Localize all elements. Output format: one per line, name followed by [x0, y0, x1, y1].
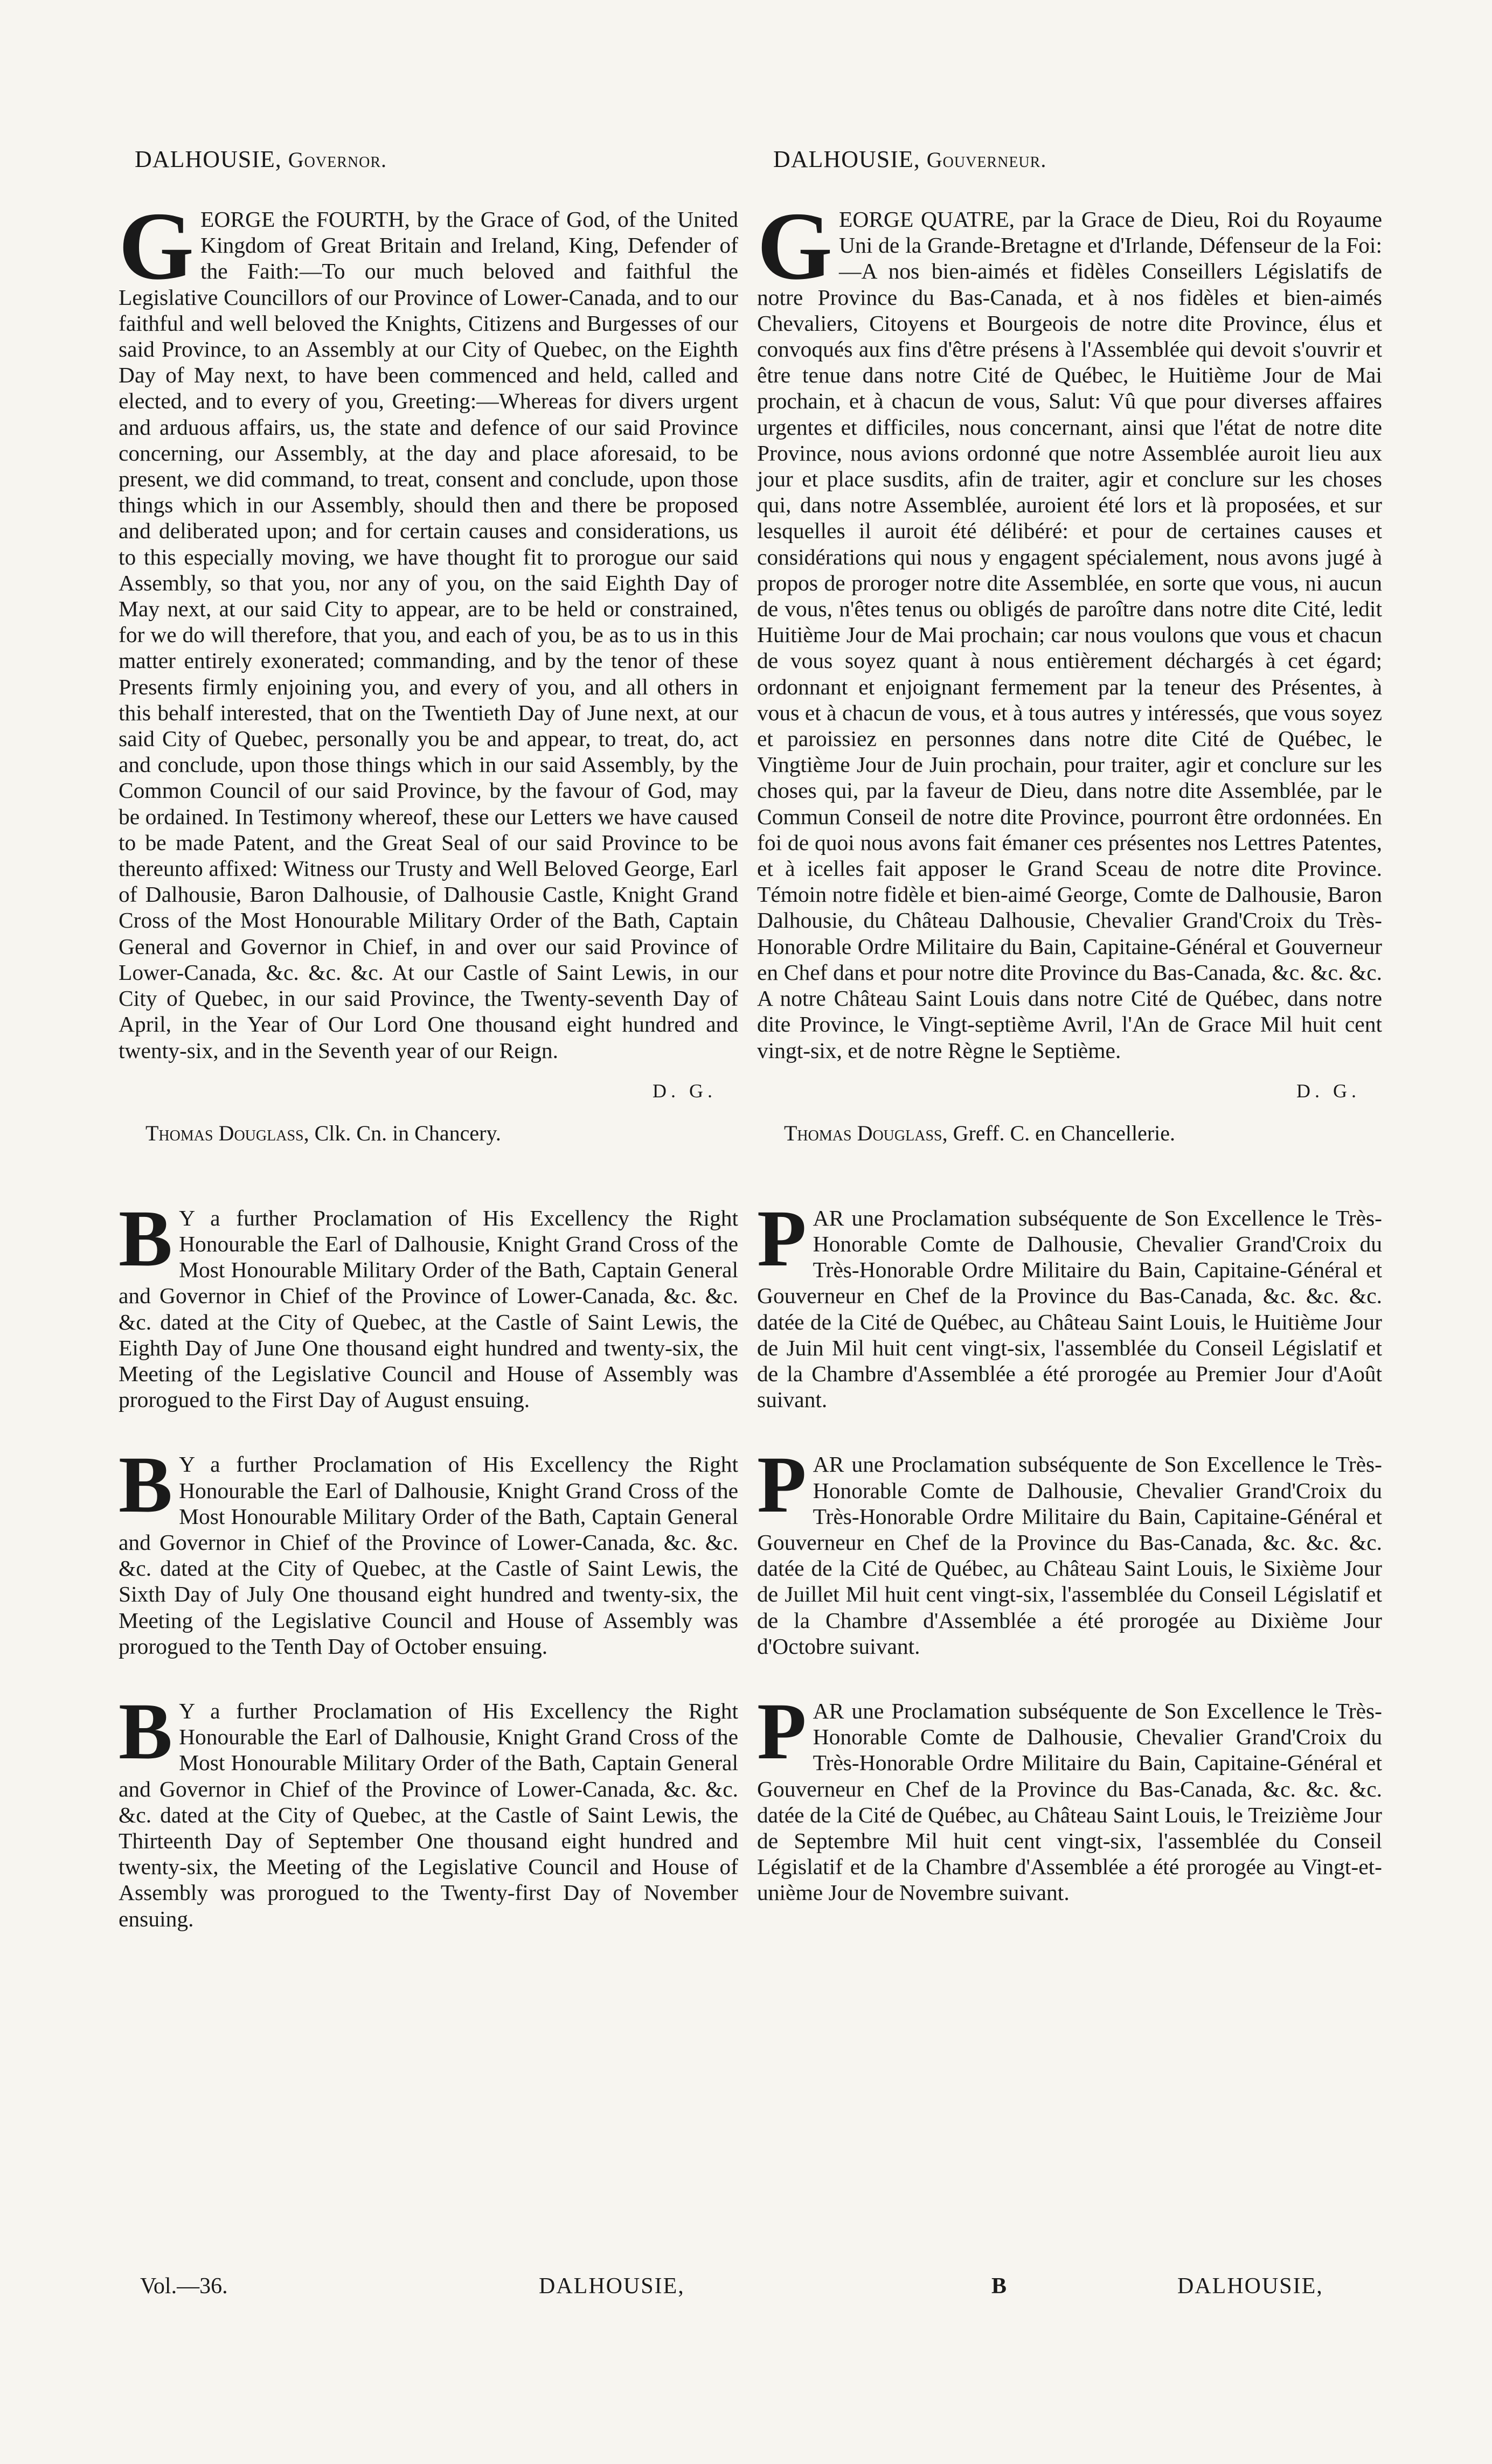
- french-clerk-name: Thomas Douglass,: [784, 1120, 948, 1145]
- french-further-proclamation-1: [757, 1193, 1382, 1413]
- french-further-proclamation-2: [757, 1440, 1382, 1659]
- english-header-name: DALHOUSIE,: [135, 146, 282, 172]
- volume-number: Vol.—36.: [140, 2274, 228, 2299]
- french-further-drop-cap-2: P: [757, 1440, 807, 1530]
- french-further-text-3: AR une Proclamation subséquente de Son Excellence le Très-Honorable Comte de Dalhousie, Chevalier Grand'Croix du Très-Honorable Ordre Militaire du Bain, Capitaine-Général et Gouverneur en Chef de la Province du Bas-Canada, &c. &c. &c. datée de la Cité de Québec, au Château Saint Louis, le Treizième Jour de Septembre Mil huit cent vingt-six, l'assemblée du Conseil Législatif et de la Chambre d'Assemblée a été prorogée au Vingt-et-unième Jour de Novembre suivant.: [757, 1698, 1382, 1905]
- english-header: [119, 145, 738, 173]
- french-further-proclamation-3: [757, 1686, 1382, 1906]
- english-header-title: Governor.: [288, 148, 387, 172]
- signature-mark: B: [991, 2274, 1007, 2299]
- english-clerk-title: Clk. Cn. in Chancery.: [314, 1120, 501, 1145]
- french-clerk-title: Greff. C. en Chancellerie.: [953, 1120, 1176, 1145]
- catchword-french: DALHOUSIE,: [1177, 2274, 1323, 2299]
- french-further-text-2: AR une Proclamation subséquente de Son Excellence le Très-Honorable Comte de Dalhousie, Chevalier Grand'Croix du Très-Honorable Ordre Militaire du Bain, Capitaine-Général et Gouverneur en Chef de la Province du Bas-Canada, &c. &c. &c. datée de la Cité de Québec, au Château Saint Louis, le Sixième Jour de Juillet Mil huit cent vingt-six, l'assemblée du Conseil Législatif et de la Chambre d'Assemblée a été prorogée au Dixième Jour d'Octobre suivant.: [757, 1452, 1382, 1659]
- english-drop-cap: G: [119, 192, 195, 300]
- french-further-drop-cap-3: P: [757, 1686, 807, 1776]
- french-header: [757, 145, 1382, 173]
- english-further-text-3: Y a further Proclamation of His Excellency the Right Honourable the Earl of Dalhousie, Knight Grand Cross of the Most Honourable Military Order of the Bath, Captain General and Governor in Chief of the Province of Lower-Canada, &c. &c. &c. dated at the City of Quebec, at the Castle of Saint Lewis, the Thirteenth Day of September One thousand eight hundred and twenty-six, the Meeting of the Legislative Council and House of Assembly was prorogued to the Twenty-first Day of November ensuing.: [119, 1698, 738, 1931]
- english-further-text-1: Y a further Proclamation of His Excellency the Right Honourable the Earl of Dalhousie, Knight Grand Cross of the Most Honourable Military Order of the Bath, Captain General and Governor in Chief of the Province of Lower-Canada, &c. &c. &c. dated at the City of Quebec, at the Castle of Saint Lewis, the Eighth Day of June One thousand eight hundred and twenty-six, the Meeting of the Legislative Council and House of Assembly was prorogued to the First Day of August ensuing.: [119, 1205, 738, 1412]
- english-signature: D. G.: [653, 1080, 717, 1102]
- french-proclamation-text: EORGE QUATRE, par la Grace de Dieu, Roi du Royaume Uni de la Grande-Bretagne et d'Irlande, Défenseur de la Foi:—A nos bien-aimés et fidèles Conseillers Législatifs de notre Province du Bas-Canada, et à nos fidèles et bien-aimés Chevaliers, Citoyens et Bourgeois de notre dite Province, élus et convoqués aux fins d'être présens à l'Assemblée qui devoit s'ouvrir et être tenue dans notre Cité de Québec, le Huitième Jour de Mai prochain, et à chacun de vous, Salut: Vû que pour diverses affaires urgentes et difficiles, nous concernant, ainsi que l'état de notre dite Province, nous avions ordonné que notre Assemblée auroit lieu aux jour et place susdits, afin de traiter, agir et conclure sur les choses qui, dans notre Assemblée, auroient été lors et là proposées, et sur lesquelles il auroit été délibéré: et pour de certaines causes et considérations qui nous y engagent spécialement, nous avons jugé à propos de proroger notre dite Assemblée, en sorte que vous, ni aucun de vous, n'êtes tenus ou obligés de paroître dans notre dite Cité, ledit Huitième Jour de Mai prochain; car nous voulons que vous et chacun de vous soyez quant à nous entièrement déchargés à cet égard; ordonnant et enjoignant fermement par la teneur des Présentes, à vous et à chacun de vous, et à tous autres y intéressés, que vous soyez et paroissiez en personnes dans notre dite Cité de Québec, le Vingtième Jour de Juin prochain, pour traiter, agir et conclure sur les choses qui, par la faveur de Dieu, dans notre dite Assemblée, par le Commun Conseil de notre dite Province, pourront être ordonnées. En foi de quoi nous avons fait émaner ces présentes nos Lettres Patentes, et à icelles fait apposer le Grand Sceau de notre dite Province. Témoin notre fidèle et bien-aimé George, Comte de Dalhousie, Baron Dalhousie, du Château Dalhousie, Chevalier Grand'Croix du Très-Honorable Ordre Militaire du Bain, Capitaine-Général et Gouverneur en Chef dans et pour notre dite Province du Bas-Canada, &c. &c. &c. A notre Château Saint Louis dans notre Cité de Québec, dans notre dite Province, le Vingt-septième Avril, l'An de Grace Mil huit cent vingt-six, et de notre Règne le Septième.: [757, 207, 1382, 1063]
- english-further-proclamation-2: [119, 1440, 738, 1659]
- english-further-drop-cap-3: B: [119, 1686, 173, 1776]
- english-further-proclamation-1: [119, 1193, 738, 1413]
- french-column: [757, 145, 1382, 1906]
- french-further-drop-cap-1: P: [757, 1193, 807, 1283]
- french-header-title: Gouverneur.: [926, 148, 1047, 172]
- french-signature: D. G.: [1296, 1080, 1361, 1102]
- english-proclamation: [119, 192, 738, 1063]
- english-further-proclamation-3: [119, 1686, 738, 1932]
- english-clerk-name: Thomas Douglass,: [145, 1120, 309, 1145]
- french-further-text-1: AR une Proclamation subséquente de Son Excellence le Très-Honorable Comte de Dalhousie, Chevalier Grand'Croix du Très-Honorable Ordre Militaire du Bain, Capitaine-Général et Gouverneur en Chef de la Province du Bas-Canada, &c. &c. &c. datée de la Cité de Québec, au Château Saint Louis, le Huitième Jour de Juin Mil huit cent vingt-six, l'assemblée du Conseil Législatif et de la Chambre d'Assemblée a été prorogée au Premier Jour d'Août suivant.: [757, 1205, 1382, 1412]
- english-proclamation-text: EORGE the FOURTH, by the Grace of God, of the United Kingdom of Great Britain and Ireland, King, Defender of the Faith:—To our much beloved and faithful the Legislative Councillors of our Province of Lower-Canada, and to our faithful and well beloved the Knights, Citizens and Burgesses of our said Province, to an Assembly at our City of Quebec, on the Eighth Day of May next, to have been commenced and held, called and elected, and to every of you, Greeting:—Whereas for divers urgent and arduous affairs, us, the state and defence of our said Province concerning, our Assembly, at the day and place aforesaid, to be present, we did command, to treat, consent and conclude, upon those things which in our Assembly, should then and there be proposed and deliberated upon; and for certain causes and considerations, us to this especially moving, we have thought fit to prorogue our said Assembly, so that you, nor any of you, on the said Eighth Day of May next, at our said City to appear, are to be held or constrained, for we do will therefore, that you, and each of you, be as to us in this matter entirely exonerated; commanding, and by the tenor of these Presents firmly enjoining you, and every of you, and all others in this behalf interested, that on the Twentieth Day of June next, at our said City of Quebec, personally you be and appear, to treat, do, act and conclude, upon those things which in our said Assembly, by the Common Council of our said Province, by the favour of God, may be ordained. In Testimony whereof, these our Letters we have caused to be made Patent, and the Great Seal of our said Province to be thereunto affixed: Witness our Trusty and Well Beloved George, Earl of Dalhousie, Baron Dalhousie, of Dalhousie Castle, Knight Grand Cross of the Most Honourable Military Order of the Bath, Captain General and Governor in Chief, in and over our said Province of Lower-Canada, &c. &c. &c. At our Castle of Saint Lewis, in our City of Quebec, in our said Province, the Twenty-seventh Day of April, in the Year of Our Lord One thousand eight hundred and twenty-six, and in the Seventh year of our Reign.: [119, 207, 738, 1063]
- french-clerk-line: [784, 1120, 1382, 1146]
- english-further-drop-cap-1: B: [119, 1193, 173, 1283]
- catchword-english: DALHOUSIE,: [539, 2274, 685, 2299]
- french-drop-cap: G: [757, 192, 833, 300]
- french-proclamation: [757, 192, 1382, 1063]
- english-further-text-2: Y a further Proclamation of His Excellency the Right Honourable the Earl of Dalhousie, Knight Grand Cross of the Most Honourable Military Order of the Bath, Captain General and Governor in Chief of the Province of Lower-Canada, &c. &c. &c. dated at the City of Quebec, at the Castle of Saint Lewis, the Sixth Day of July One thousand eight hundred and twenty-six, the Meeting of the Legislative Council and House of Assembly was prorogued to the Tenth Day of October ensuing.: [119, 1452, 738, 1659]
- french-header-name: DALHOUSIE,: [773, 146, 920, 172]
- english-clerk-line: [145, 1120, 738, 1146]
- english-column: [119, 145, 738, 1932]
- english-further-drop-cap-2: B: [119, 1440, 173, 1530]
